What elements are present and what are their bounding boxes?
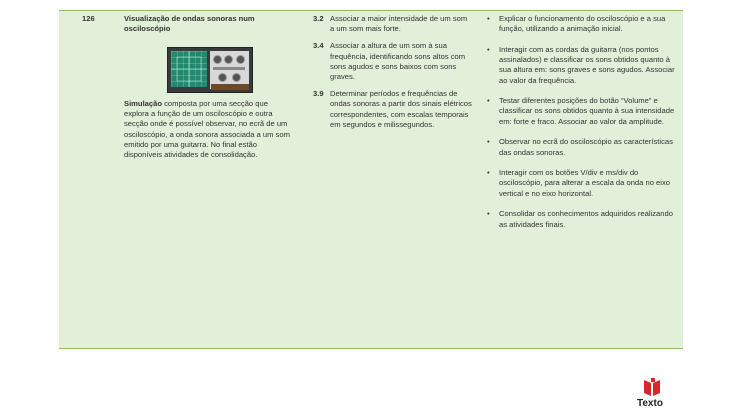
activity-text: Interagir com as cordas da guitarra (nos pontos assinalados) e classificar os sons obtidos quanto à sua altura em: sons graves e sons agudos. Associar ao valor da frequência. [499, 44, 675, 85]
book-logo-icon [643, 377, 661, 397]
activity-item [485, 168, 680, 199]
guitar-image [211, 84, 249, 90]
activity-item [485, 96, 680, 127]
objective-item [313, 14, 473, 34]
objective-text: Associar a altura de um som à sua frequência, identificando sons altos com sons agudos e sons baixos com sons graves. [330, 41, 466, 82]
activity-text: Consolidar os conhecimentos adquiridos realizando as atividades finais. [499, 209, 673, 229]
resource-title-cell [124, 14, 286, 34]
objective-item [313, 41, 473, 82]
bullet-icon: • [487, 96, 490, 106]
description-text: composta por uma secção que explora a função de um osciloscópio e outra secção onde é possível observar, no ecrã de um osciloscópio, a onda sonora associada a um som emitido por uma guitarra. No final estão disponíveis atividades de consolidação. [124, 99, 290, 160]
activity-item [485, 209, 680, 229]
bullet-icon: • [487, 209, 490, 219]
bullet-icon: • [487, 14, 490, 23]
texto-logo [633, 377, 673, 413]
activity-item [485, 14, 680, 34]
objective-item [313, 89, 473, 130]
objective-text: Determinar períodos e frequências de ondas sonoras a partir dos sinais elétricos correspondentes, com escalas temporais em segundos e milissegundos. [330, 89, 472, 129]
resource-description [124, 99, 294, 160]
bullet-icon: • [487, 137, 490, 147]
objective-code: 3.9 [313, 89, 324, 99]
resource-number: 126 [82, 14, 95, 23]
activity-text: Observar no ecrã do osciloscópio as características das ondas sonoras. [499, 137, 673, 157]
activities-list [485, 14, 680, 240]
table-row [59, 10, 683, 349]
bullet-icon: • [487, 168, 490, 178]
simulation-thumbnail[interactable] [167, 47, 253, 93]
objective-code: 3.2 [313, 14, 324, 23]
resource-title: Visualização de ondas sonoras num osciloscópio [124, 14, 255, 34]
activity-item [485, 137, 680, 157]
bullet-icon: • [487, 44, 490, 54]
logo-text: Texto [637, 398, 663, 409]
objective-text: Associar a maior intensidade de um som a um som mais forte. [330, 14, 468, 34]
activity-text: Interagir com os botões V/div e ms/div do osciloscópio, para alterar a escala da onda no eixo vertical e no eixo horizontal. [499, 168, 670, 198]
description-label: Simulação [124, 99, 162, 108]
activity-item [485, 45, 680, 86]
activity-text: Explicar o funcionamento do osciloscópio e a sua função, utilizando a animação inicial. [499, 14, 666, 34]
objective-code: 3.4 [313, 41, 324, 51]
activity-text: Testar diferentes posições do botão “Volume” e classificar os sons obtidos quanto à sua intensidade em: forte e fraco. Associar ao valor da amplitude. [499, 96, 675, 126]
objectives-list [313, 14, 473, 137]
oscilloscope-screen-image [171, 51, 207, 87]
